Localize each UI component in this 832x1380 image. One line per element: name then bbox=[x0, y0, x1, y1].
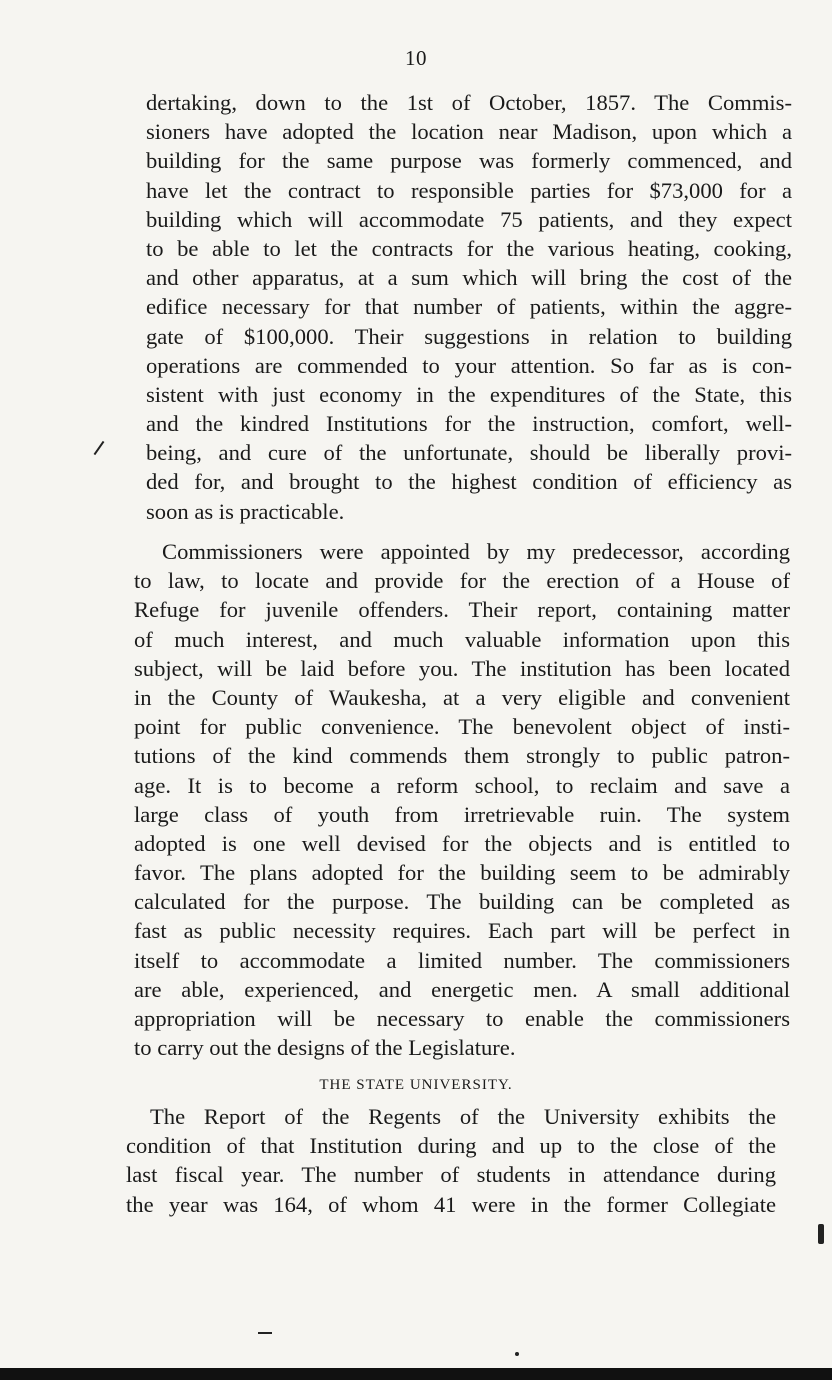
text-line: sistent with just economy in the expenditures of the State, this bbox=[146, 381, 792, 407]
text-line: calculated for the purpose. The building can be completed as bbox=[134, 889, 790, 915]
text-line: are able, experienced, and energetic men. A small additional bbox=[134, 976, 790, 1002]
text-line: appropriation will be necessary to enable the commissioners bbox=[134, 1006, 790, 1031]
text-line: sioners have adopted the location near Madison, upon which a bbox=[146, 119, 792, 145]
text-line: the year was 164, of whom 41 were in the former Collegiate bbox=[126, 1191, 776, 1217]
text-line: age. It is to become a reform school, to reclaim and save a bbox=[134, 772, 790, 798]
paragraph-asylum bbox=[146, 88, 792, 526]
text-line: itself to accommodate a limited number. The commissioners bbox=[134, 947, 790, 973]
text-line: building for the same purpose was formerly commenced, and bbox=[146, 148, 792, 174]
text-line: Commissioners were appointed by my predecessor, according bbox=[162, 539, 790, 564]
text-line: soon as is practicable. bbox=[146, 498, 345, 524]
text-line: favor. The plans adopted for the building seem to be admirably bbox=[134, 860, 790, 886]
page-bottom-edge bbox=[0, 1368, 832, 1380]
text-line: to be able to let the contracts for the various heating, cooking, bbox=[146, 235, 792, 261]
text-line: Refuge for juvenile offenders. Their report, containing matter bbox=[134, 597, 790, 623]
text-line: ded for, and brought to the highest condition of efficiency as bbox=[146, 469, 792, 495]
text-line: dertaking, down to the 1st of October, 1857. The Commis- bbox=[146, 90, 792, 115]
text-line: and other apparatus, at a sum which will bring the cost of the bbox=[146, 265, 792, 291]
text-line: being, and cure of the unfortunate, should be liberally provi- bbox=[146, 440, 792, 466]
margin-ink-mark bbox=[818, 1224, 824, 1244]
text-line: The Report of the Regents of the University exhibits the bbox=[150, 1104, 776, 1129]
paragraph-house-of-refuge bbox=[134, 537, 790, 1062]
text-line: to law, to locate and provide for the erection of a House of bbox=[134, 568, 790, 594]
text-line: subject, will be laid before you. The institution has been located bbox=[134, 655, 790, 681]
text-line: to carry out the designs of the Legislature. bbox=[134, 1035, 516, 1061]
bottom-dot-mark bbox=[515, 1352, 519, 1356]
text-line: edifice necessary for that number of patients, within the aggre- bbox=[146, 294, 792, 320]
text-line: condition of that Institution during and up to the close of the bbox=[126, 1133, 776, 1159]
margin-tick-mark bbox=[94, 441, 105, 455]
paragraph-university bbox=[126, 1102, 776, 1219]
text-line: have let the contract to responsible parties for $73,000 for a bbox=[146, 177, 792, 203]
text-line: gate of $100,000. Their suggestions in relation to building bbox=[146, 323, 792, 349]
text-line: large class of youth from irretrievable ruin. The system bbox=[134, 801, 790, 827]
bottom-dash-mark bbox=[258, 1332, 272, 1334]
text-line: fast as public necessity requires. Each part will be perfect in bbox=[134, 918, 790, 944]
text-line: of much interest, and much valuable information upon this bbox=[134, 626, 790, 652]
page-number: 10 bbox=[405, 46, 427, 70]
text-line: operations are commended to your attention. So far as is con- bbox=[146, 352, 792, 378]
text-line: tutions of the kind commends them strongly to public patron- bbox=[134, 743, 790, 769]
text-line: building which will accommodate 75 patients, and they expect bbox=[146, 206, 792, 232]
text-line: and the kindred Institutions for the instruction, comfort, well- bbox=[146, 411, 792, 437]
text-line: point for public convenience. The benevolent object of insti- bbox=[134, 714, 790, 740]
text-line: adopted is one well devised for the objects and is entitled to bbox=[134, 830, 790, 856]
section-heading: THE STATE UNIVERSITY. bbox=[319, 1077, 513, 1093]
text-line: last fiscal year. The number of students in attendance during bbox=[126, 1162, 776, 1188]
text-line: in the County of Waukesha, at a very eligible and convenient bbox=[134, 684, 790, 710]
